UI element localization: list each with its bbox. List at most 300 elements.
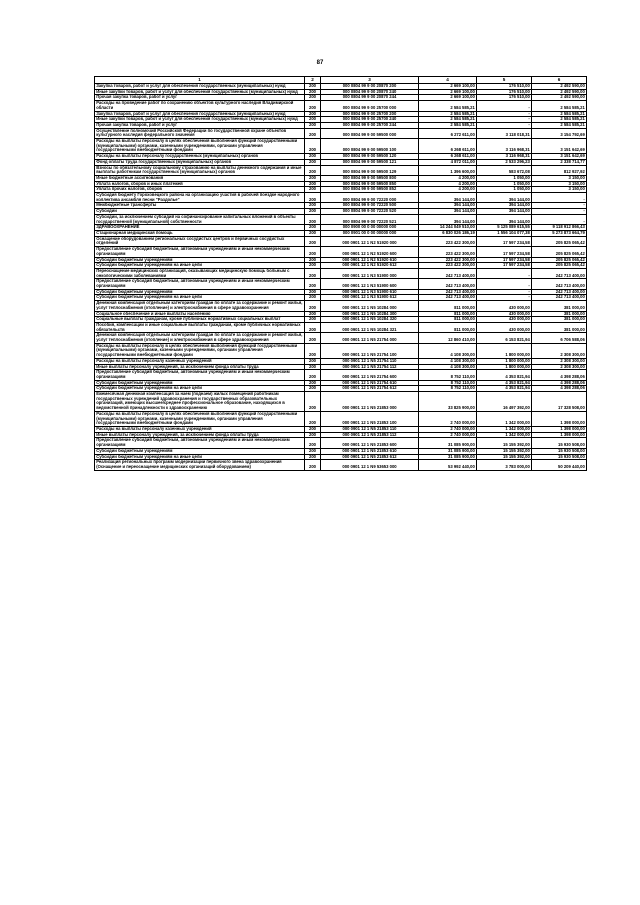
row-kcsr-cell: 000 0901 12 1 N5 21754 100 <box>321 343 419 358</box>
row-approved-cell: 4 108 300,00 <box>419 343 477 358</box>
row-executed-cell: - <box>477 295 532 301</box>
row-approved-cell: 4 200,00 <box>419 181 477 187</box>
row-code-cell: 200 <box>305 236 321 246</box>
row-executed-cell: 1 800 000,00 <box>477 358 532 364</box>
row-approved-cell: 31 085 900,00 <box>419 438 477 448</box>
row-name-cell: Расходы на выплаты персоналу казенных учреждений <box>95 358 305 364</box>
row-code-cell: 200 <box>305 230 321 236</box>
row-approved-cell: 6 272 611,00 <box>419 128 477 138</box>
row-remaining-cell: 242 713 400,00 <box>532 289 587 295</box>
row-executed-cell: 17 597 234,58 <box>477 236 532 246</box>
row-approved-cell: 2 669 100,00 <box>419 89 477 95</box>
row-kcsr-cell: 000 0901 12 1 N3 51900 600 <box>321 279 419 289</box>
row-approved-cell: 2 584 585,21 <box>419 117 477 123</box>
row-code-cell: 200 <box>305 364 321 370</box>
row-executed-cell: 4 353 821,94 <box>477 380 532 386</box>
row-name-cell: Предоставление субсидий бюджетным, автономным учреждениям и иным некоммерческим организациям <box>95 247 305 257</box>
row-code-cell: 200 <box>305 460 321 470</box>
row-approved-cell: 242 713 400,00 <box>419 295 477 301</box>
row-kcsr-cell: 000 0901 12 1 N5 21754 600 <box>321 370 419 380</box>
row-name-cell: Расходы на выплаты персоналу в целях обеспечения выполнения функций государственными (муниципальными) органами, казенными учреждениями, органами управления государственными внебюджетными фондами <box>95 139 305 154</box>
row-kcsr-cell: 000 0901 12 1 N5 21754 610 <box>321 380 419 386</box>
row-kcsr-cell: 000 0804 99 9 00 20870 200 <box>321 84 419 90</box>
row-name-cell: Уплата налогов, сборов и иных платежей <box>95 181 305 187</box>
table-row <box>95 322 587 332</box>
table-row <box>95 392 587 412</box>
row-code-cell: 200 <box>305 322 321 332</box>
row-code-cell: 200 <box>305 380 321 386</box>
row-code-cell: 200 <box>305 128 321 138</box>
row-kcsr-cell: 000 0804 99 9 00 25700 244 <box>321 122 419 128</box>
table-row <box>95 128 587 138</box>
row-kcsr-cell: 000 0804 99 9 00 25700 240 <box>321 117 419 123</box>
row-approved-cell: 8 752 110,00 <box>419 386 477 392</box>
row-kcsr-cell: 000 0901 12 1 N5 21853 110 <box>321 427 419 433</box>
row-remaining-cell: 5 273 873 664,79 <box>532 230 587 236</box>
row-remaining-cell: 4 398 288,06 <box>532 380 587 386</box>
row-remaining-cell: 2 492 590,00 <box>532 95 587 101</box>
row-executed-cell: 1 050,00 <box>477 175 532 181</box>
row-kcsr-cell: 000 0804 99 9 00 59500 850 <box>321 181 419 187</box>
table-row <box>95 438 587 448</box>
row-approved-cell: 2 740 000,00 <box>419 427 477 433</box>
row-name-cell: Предоставление субсидий бюджетным, автономным учреждениям и иным некоммерческим организациям <box>95 370 305 380</box>
row-kcsr-cell: 000 0804 99 9 00 72220 500 <box>321 203 419 209</box>
row-name-cell: Уплата прочих налогов, сборов <box>95 187 305 193</box>
row-kcsr-cell: 000 0804 99 9 00 59500 800 <box>321 175 419 181</box>
row-executed-cell: - <box>477 117 532 123</box>
row-name-cell: Субсидии, за исключением субсидий на софинансирование капитальных вложений в объекты государственной (муниципальной) собственности <box>95 214 305 224</box>
row-remaining-cell: - <box>532 209 587 215</box>
row-kcsr-cell: 000 0901 12 1 N2 51920 610 <box>321 257 419 263</box>
row-code-cell: 200 <box>305 427 321 433</box>
row-kcsr-cell: 000 0901 12 1 N5 21754 612 <box>321 386 419 392</box>
row-remaining-cell: - <box>532 214 587 224</box>
row-approved-cell: 2 669 100,00 <box>419 84 477 90</box>
row-executed-cell: 15 155 392,00 <box>477 438 532 448</box>
row-approved-cell: 2 584 585,21 <box>419 122 477 128</box>
row-executed-cell: 394 144,00 <box>477 209 532 215</box>
row-executed-cell: 583 672,08 <box>477 165 532 175</box>
row-remaining-cell: 3 154 792,69 <box>532 128 587 138</box>
row-executed-cell: 5 125 089 615,55 <box>477 225 532 231</box>
table-body <box>95 84 587 471</box>
row-code-cell: 200 <box>305 432 321 438</box>
row-remaining-cell: 2 492 590,00 <box>532 89 587 95</box>
row-code-cell: 200 <box>305 203 321 209</box>
row-code-cell: 200 <box>305 386 321 392</box>
row-executed-cell: - <box>477 268 532 278</box>
row-code-cell: 200 <box>305 159 321 165</box>
row-kcsr-cell: 000 0901 00 0 00 00000 000 <box>321 230 419 236</box>
row-code-cell: 200 <box>305 84 321 90</box>
row-remaining-cell: 1 398 000,00 <box>532 427 587 433</box>
table-row <box>95 301 587 311</box>
row-kcsr-cell: 000 0804 99 9 00 72220 521 <box>321 214 419 224</box>
row-approved-cell: 6 268 611,00 <box>419 139 477 154</box>
row-remaining-cell: 205 825 065,42 <box>532 257 587 263</box>
row-approved-cell: 31 085 900,00 <box>419 454 477 460</box>
row-kcsr-cell: 000 0804 99 9 00 25700 200 <box>321 111 419 117</box>
row-name-cell: Субсидии бюджетным учреждениям на иные цели <box>95 295 305 301</box>
table-row <box>95 333 587 343</box>
row-executed-cell: 394 144,00 <box>477 214 532 224</box>
row-kcsr-cell: 000 0901 12 1 N3 51900 610 <box>321 289 419 295</box>
row-executed-cell: - <box>477 289 532 295</box>
row-name-cell: Взносы по обязательному социальному страхованию на выплаты денежного содержания и иные выплаты работникам государственных (муниципальных) органов <box>95 165 305 175</box>
row-kcsr-cell: 000 0804 99 9 00 59500 100 <box>321 139 419 154</box>
row-remaining-cell: 6 706 588,06 <box>532 333 587 343</box>
row-remaining-cell: 205 825 065,42 <box>532 247 587 257</box>
row-name-cell: Субсидия бюджету Гороховецкого района на организацию участия в рабочей поездке народного коллектива ансамбля песни "Раздолье" <box>95 193 305 203</box>
row-code-cell: 200 <box>305 181 321 187</box>
row-remaining-cell: 242 713 400,00 <box>532 279 587 289</box>
row-remaining-cell: 205 825 065,42 <box>532 236 587 246</box>
row-kcsr-cell: 000 0901 12 1 N5 21853 610 <box>321 448 419 454</box>
row-executed-cell: 1 800 000,00 <box>477 343 532 358</box>
row-remaining-cell: 381 000,00 <box>532 311 587 317</box>
row-executed-cell: 1 050,00 <box>477 181 532 187</box>
row-name-cell: Фонд оплаты труда государственных (муниципальных) органов <box>95 159 305 165</box>
row-approved-cell: 4 200,00 <box>419 175 477 181</box>
row-executed-cell: 394 144,00 <box>477 193 532 203</box>
row-kcsr-cell: 000 0901 12 1 N2 51920 000 <box>321 236 419 246</box>
row-remaining-cell: 3 150,00 <box>532 175 587 181</box>
row-approved-cell: 2 669 100,00 <box>419 95 477 101</box>
row-executed-cell: - <box>477 279 532 289</box>
row-name-cell: Субсидии <box>95 209 305 215</box>
row-name-cell: Закупка товаров, работ и услуг для обеспечения государственных (муниципальных) нужд <box>95 111 305 117</box>
row-executed-cell: 176 510,00 <box>477 84 532 90</box>
row-approved-cell: 1 396 600,00 <box>419 165 477 175</box>
row-name-cell: ЗДРАВООХРАНЕНИЕ <box>95 225 305 231</box>
row-remaining-cell: 17 328 508,00 <box>532 392 587 412</box>
row-code-cell: 200 <box>305 247 321 257</box>
row-code-cell: 200 <box>305 193 321 203</box>
row-code-cell: 200 <box>305 438 321 448</box>
row-remaining-cell: 2 584 585,21 <box>532 101 587 111</box>
row-code-cell: 200 <box>305 317 321 323</box>
row-executed-cell: 2 533 296,23 <box>477 159 532 165</box>
row-executed-cell: 1 342 000,00 <box>477 432 532 438</box>
row-remaining-cell: 3 150,00 <box>532 187 587 193</box>
row-code-cell: 200 <box>305 154 321 160</box>
row-executed-cell: 176 510,00 <box>477 89 532 95</box>
row-approved-cell: 2 584 585,21 <box>419 111 477 117</box>
row-kcsr-cell: 000 0901 12 1 N5 21853 112 <box>321 432 419 438</box>
row-name-cell: Пособия, компенсации и иные социальные выплаты гражданам, кроме публичных нормативных обязательств <box>95 322 305 332</box>
row-code-cell: 200 <box>305 370 321 380</box>
row-remaining-cell: 2 492 590,00 <box>532 84 587 90</box>
row-approved-cell: 223 422 300,00 <box>419 263 477 269</box>
row-kcsr-cell: 000 0900 00 0 00 00000 000 <box>321 225 419 231</box>
row-kcsr-cell: 000 0804 99 9 00 59500 129 <box>321 165 419 175</box>
row-remaining-cell: 15 930 508,00 <box>532 454 587 460</box>
row-name-cell: Денежная компенсация отдельным категориям граждан по оплате за содержание и ремонт жилья, услуг теплоснабжения (отопление) и электроснабжения в сфере здравоохранения <box>95 333 305 343</box>
row-executed-cell: 1 800 000,00 <box>477 364 532 370</box>
row-name-cell: Реализация региональных программ модернизации первичного звена здравоохранения (Оснащение и переоснащение медицинских организаций оборудованием) <box>95 460 305 470</box>
row-remaining-cell: 3 151 642,69 <box>532 154 587 160</box>
row-approved-cell: 394 144,00 <box>419 214 477 224</box>
table-row <box>95 236 587 246</box>
row-kcsr-cell: 000 0901 12 1 N5 10284 300 <box>321 311 419 317</box>
row-name-cell: Субсидии бюджетным учреждениям <box>95 257 305 263</box>
row-executed-cell: 17 597 234,58 <box>477 263 532 269</box>
row-remaining-cell: 242 713 400,00 <box>532 268 587 278</box>
row-kcsr-cell: 000 0901 12 1 N5 10284 321 <box>321 322 419 332</box>
row-approved-cell: 4 108 300,00 <box>419 358 477 364</box>
row-name-cell: Переоснащение медицинских организаций, оказывающих медицинскую помощь больным с онкологическими заболеваниями <box>95 268 305 278</box>
row-remaining-cell: 2 338 714,77 <box>532 159 587 165</box>
row-approved-cell: 394 144,00 <box>419 209 477 215</box>
row-kcsr-cell: 000 0901 12 1 N5 10284 000 <box>321 301 419 311</box>
row-executed-cell: 1 556 104 077,38 <box>477 230 532 236</box>
row-kcsr-cell: 000 0804 99 9 00 59500 121 <box>321 159 419 165</box>
row-kcsr-cell: 000 0901 12 1 N2 51920 600 <box>321 247 419 257</box>
row-remaining-cell: 205 825 065,42 <box>532 263 587 269</box>
row-remaining-cell: 3 151 642,69 <box>532 139 587 154</box>
column-header: 5 <box>477 77 532 84</box>
column-header: 6 <box>532 77 587 84</box>
row-approved-cell: 2 740 000,00 <box>419 411 477 426</box>
row-approved-cell: 31 085 900,00 <box>419 448 477 454</box>
row-executed-cell: 430 000,00 <box>477 301 532 311</box>
row-approved-cell: 242 713 400,00 <box>419 279 477 289</box>
row-name-cell: Субсидии бюджетным учреждениям <box>95 448 305 454</box>
row-name-cell: Иные закупки товаров, работ и услуг для обеспечения государственных (муниципальных) нужд <box>95 117 305 123</box>
row-kcsr-cell: 000 0901 12 1 N9 53653 000 <box>321 460 419 470</box>
row-remaining-cell: 15 930 508,00 <box>532 438 587 448</box>
row-approved-cell: 4 872 011,00 <box>419 159 477 165</box>
row-approved-cell: 6 268 611,00 <box>419 154 477 160</box>
row-approved-cell: 53 992 440,00 <box>419 460 477 470</box>
row-kcsr-cell: 000 0804 99 9 00 72220 520 <box>321 209 419 215</box>
row-code-cell: 200 <box>305 454 321 460</box>
row-approved-cell: 2 584 585,21 <box>419 101 477 111</box>
row-kcsr-cell: 000 0804 99 9 00 72220 000 <box>321 193 419 203</box>
table-row <box>95 411 587 426</box>
row-kcsr-cell: 000 0804 99 9 00 20870 244 <box>321 95 419 101</box>
row-code-cell: 200 <box>305 279 321 289</box>
row-kcsr-cell: 000 0901 12 1 N5 21853 100 <box>321 411 419 426</box>
row-name-cell: Иные выплаты персоналу учреждений, за исключением фонда оплаты труда <box>95 432 305 438</box>
row-approved-cell: 12 860 410,00 <box>419 333 477 343</box>
row-name-cell: Предоставление субсидий бюджетным, автономным учреждениям и иным некоммерческим организациям <box>95 279 305 289</box>
row-remaining-cell: 2 308 300,00 <box>532 358 587 364</box>
row-name-cell: Межбюджетные трансферты <box>95 203 305 209</box>
table-row <box>95 343 587 358</box>
row-kcsr-cell: 000 0901 12 1 N5 10284 320 <box>321 317 419 323</box>
row-code-cell: 200 <box>305 295 321 301</box>
row-name-cell: Денежная компенсация отдельным категориям граждан по оплате за содержание и ремонт жилья, услуг теплоснабжения (отопление) и электроснабжения в сфере здравоохранения <box>95 301 305 311</box>
column-header: 2 <box>305 77 321 84</box>
row-name-cell: Оснащение оборудованием региональных сосудистых центров и первичных сосудистых отделений <box>95 236 305 246</box>
table-row <box>95 247 587 257</box>
row-remaining-cell: 2 584 585,21 <box>532 122 587 128</box>
table-row <box>95 268 587 278</box>
row-code-cell: 200 <box>305 311 321 317</box>
row-remaining-cell: 812 927,92 <box>532 165 587 175</box>
row-name-cell: Осуществление полномочий Российской Федерации по государственной охране объектов культурного наследия федерального значения <box>95 128 305 138</box>
row-kcsr-cell: 000 0804 99 9 00 25700 000 <box>321 101 419 111</box>
row-name-cell: Прочая закупка товаров, работ и услуг <box>95 122 305 128</box>
row-executed-cell: 16 497 392,00 <box>477 392 532 412</box>
row-kcsr-cell: 000 0901 12 1 N5 21853 000 <box>321 392 419 412</box>
row-kcsr-cell: 000 0901 12 1 N5 21754 112 <box>321 364 419 370</box>
row-executed-cell: 3 116 968,31 <box>477 154 532 160</box>
row-executed-cell: - <box>477 122 532 128</box>
row-code-cell: 200 <box>305 343 321 358</box>
row-name-cell: Иные бюджетные ассигнования <box>95 175 305 181</box>
row-code-cell: 200 <box>305 89 321 95</box>
row-executed-cell: 430 000,00 <box>477 322 532 332</box>
table-row <box>95 214 587 224</box>
row-executed-cell: 17 597 234,58 <box>477 247 532 257</box>
row-remaining-cell: 2 308 300,00 <box>532 364 587 370</box>
row-name-cell: Иные выплаты персоналу учреждений, за исключением фонда оплаты труда <box>95 364 305 370</box>
row-code-cell: 200 <box>305 117 321 123</box>
page-number: 87 <box>316 60 324 66</box>
row-remaining-cell: 381 000,00 <box>532 322 587 332</box>
row-code-cell: 200 <box>305 289 321 295</box>
column-header: 4 <box>419 77 477 84</box>
row-code-cell: 200 <box>305 139 321 154</box>
row-remaining-cell: 4 398 288,06 <box>532 370 587 380</box>
row-executed-cell: 15 155 392,00 <box>477 448 532 454</box>
row-kcsr-cell: 000 0901 12 1 N2 51920 612 <box>321 263 419 269</box>
budget-table <box>94 76 587 471</box>
row-code-cell: 200 <box>305 333 321 343</box>
row-name-cell: Ежемесячная денежная компенсация за наем (поднаем) жилых помещений работникам государственных учреждений здравоохранения и государственных образовательных организаций, имеющих высшее/среднее профессиональное образование, находящихся в ведомственной принадлежности к здравоохранению <box>95 392 305 412</box>
row-code-cell: 200 <box>305 187 321 193</box>
row-approved-cell: 4 108 300,00 <box>419 364 477 370</box>
header-row <box>95 77 587 84</box>
row-name-cell: Прочая закупка товаров, работ и услуг <box>95 95 305 101</box>
row-kcsr-cell: 000 0901 12 1 N3 51900 000 <box>321 268 419 278</box>
table-row <box>95 370 587 380</box>
row-remaining-cell: 2 584 585,21 <box>532 111 587 117</box>
row-name-cell: Субсидии бюджетным учреждениям на иные цели <box>95 386 305 392</box>
row-code-cell: 200 <box>305 214 321 224</box>
row-code-cell: 200 <box>305 101 321 111</box>
row-kcsr-cell: 000 0804 99 9 00 59500 120 <box>321 154 419 160</box>
row-remaining-cell: 4 398 288,06 <box>532 386 587 392</box>
row-remaining-cell: 1 398 000,00 <box>532 411 587 426</box>
row-name-cell: Расходы на выплаты персоналу в целях обеспечения выполнения функций государственными (муниципальными) органами, казенными учреждениями, органами управления государственными внебюджетными фондами <box>95 411 305 426</box>
row-code-cell: 200 <box>305 209 321 215</box>
row-remaining-cell: 2 308 300,00 <box>532 343 587 358</box>
row-kcsr-cell: 000 0804 99 9 00 20870 240 <box>321 89 419 95</box>
row-approved-cell: 223 422 300,00 <box>419 236 477 246</box>
row-approved-cell: 811 000,00 <box>419 301 477 311</box>
row-name-cell: Расходы на выплаты персоналу в целях обеспечения выполнения функций государственными (муниципальными) органами, казенными учреждениями, органами управления государственными внебюджетными фондами <box>95 343 305 358</box>
row-executed-cell: 3 783 000,00 <box>477 460 532 470</box>
row-name-cell: Социальное обеспечение и иные выплаты населению <box>95 311 305 317</box>
row-executed-cell: 1 342 000,00 <box>477 411 532 426</box>
row-kcsr-cell: 000 0901 12 1 N5 21853 600 <box>321 438 419 448</box>
row-name-cell: Расходы на проведение работ по сохранению объектов культурного наследия Владимирской области <box>95 101 305 111</box>
row-remaining-cell: 381 000,00 <box>532 317 587 323</box>
row-name-cell: Социальные выплаты гражданам, кроме публичных нормативных социальных выплат <box>95 317 305 323</box>
table-row <box>95 460 587 470</box>
row-code-cell: 200 <box>305 448 321 454</box>
column-header: 3 <box>321 77 419 84</box>
row-approved-cell: 4 200,00 <box>419 187 477 193</box>
row-executed-cell: 430 000,00 <box>477 317 532 323</box>
row-executed-cell: 6 153 821,94 <box>477 333 532 343</box>
row-remaining-cell: 9 118 912 866,43 <box>532 225 587 231</box>
row-code-cell: 200 <box>305 268 321 278</box>
row-name-cell: Иные закупки товаров, работ и услуг для обеспечения государственных (муниципальных) нужд <box>95 89 305 95</box>
row-remaining-cell: 242 713 400,00 <box>532 295 587 301</box>
row-name-cell: Субсидии бюджетным учреждениям <box>95 289 305 295</box>
row-remaining-cell: 50 209 440,00 <box>532 460 587 470</box>
row-name-cell: Закупка товаров, работ и услуг для обеспечения государственных (муниципальных) нужд <box>95 84 305 90</box>
row-executed-cell: - <box>477 101 532 111</box>
row-code-cell: 200 <box>305 411 321 426</box>
row-code-cell: 200 <box>305 95 321 101</box>
row-executed-cell: 430 000,00 <box>477 311 532 317</box>
row-approved-cell: 6 830 026 186,19 <box>419 230 477 236</box>
row-code-cell: 200 <box>305 175 321 181</box>
row-name-cell: Субсидии бюджетным учреждениям на иные цели <box>95 454 305 460</box>
column-header: 1 <box>95 77 305 84</box>
row-approved-cell: 242 713 400,00 <box>419 289 477 295</box>
row-kcsr-cell: 000 0901 12 1 N5 21754 000 <box>321 333 419 343</box>
table-row <box>95 165 587 175</box>
row-remaining-cell: - <box>532 193 587 203</box>
row-code-cell: 200 <box>305 165 321 175</box>
row-approved-cell: 811 000,00 <box>419 322 477 332</box>
table-row <box>95 139 587 154</box>
row-approved-cell: 811 000,00 <box>419 311 477 317</box>
row-executed-cell: 1 050,00 <box>477 187 532 193</box>
row-approved-cell: 8 752 110,00 <box>419 370 477 380</box>
row-approved-cell: 223 422 300,00 <box>419 247 477 257</box>
row-approved-cell: 394 144,00 <box>419 193 477 203</box>
row-approved-cell: 394 144,00 <box>419 203 477 209</box>
row-executed-cell: 3 118 018,31 <box>477 128 532 138</box>
row-executed-cell: 15 155 392,00 <box>477 454 532 460</box>
row-remaining-cell: 2 584 585,21 <box>532 117 587 123</box>
row-code-cell: 200 <box>305 257 321 263</box>
row-code-cell: 200 <box>305 263 321 269</box>
row-kcsr-cell: 000 0901 12 1 N5 21754 110 <box>321 358 419 364</box>
row-executed-cell: 17 597 234,58 <box>477 257 532 263</box>
row-executed-cell: 4 353 821,94 <box>477 370 532 380</box>
row-name-cell: Расходы на выплаты персоналу казенных учреждений <box>95 427 305 433</box>
row-executed-cell: 176 510,00 <box>477 95 532 101</box>
row-executed-cell: - <box>477 111 532 117</box>
row-executed-cell: 3 116 968,31 <box>477 139 532 154</box>
row-code-cell: 200 <box>305 122 321 128</box>
row-code-cell: 200 <box>305 225 321 231</box>
row-code-cell: 200 <box>305 358 321 364</box>
row-name-cell: Субсидии бюджетным учреждениям <box>95 380 305 386</box>
row-name-cell: Субсидии бюджетным учреждениям на иные цели <box>95 263 305 269</box>
row-approved-cell: 2 740 000,00 <box>419 432 477 438</box>
row-approved-cell: 242 713 400,00 <box>419 268 477 278</box>
row-approved-cell: 14 244 049 510,00 <box>419 225 477 231</box>
row-approved-cell: 8 752 110,00 <box>419 380 477 386</box>
row-name-cell: Стационарная медицинская помощь <box>95 230 305 236</box>
table-row <box>95 101 587 111</box>
table-row <box>95 193 587 203</box>
row-code-cell: 200 <box>305 111 321 117</box>
row-approved-cell: 33 825 900,00 <box>419 392 477 412</box>
row-executed-cell: 4 353 821,94 <box>477 386 532 392</box>
row-remaining-cell: 15 930 508,00 <box>532 448 587 454</box>
